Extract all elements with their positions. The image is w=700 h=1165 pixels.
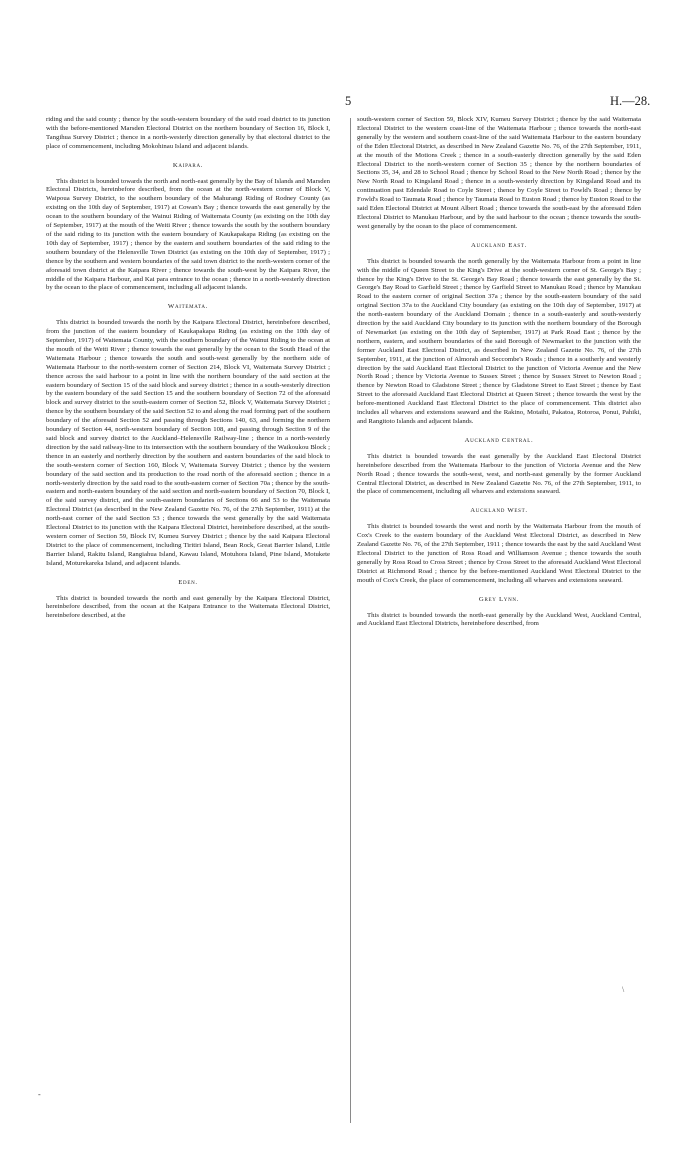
section-end-mark: \ bbox=[622, 985, 625, 994]
district-heading: Auckland Central. bbox=[464, 436, 534, 444]
district-paragraph: south-western corner of Section 59, Block XIV, Kumeu Survey District ; thence by the said Waitemata Electoral District to the western coast-line of the Waitemata Harbour ; thence towards the north-east generally by the western and southern coast-line of the said Waitemata Harbour to the eastern boundary of the Eden Electoral District, as described in New Zealand Gazette No. 76, of the 27th September, 1911, at the mouth of the Motions Creek ; thence in a south-easterly direction generally by the said Eden Electoral District to the north-western corner of Section 35 ; thence by the northern boundaries of Sections 35, 34, and 28 to School Road ; thence by School Road to the New North Road ; thence by the New North Road to Kingsland Road ; thence in a south-westerly direction by Kingsland Road and its continuation past Edendale Road to Coyle Street ; thence by Coyle Street to Fowld's Road ; thence by Fowld's Road to Taumata Road ; thence by Taumata Road to Euston Road ; thence by Euston Road to the said Eden Electoral District at Mount Albert Road ; thence towards the south-east by the aforesaid Eden Electoral District to Manukau Harbour, and by the said harbour to the ocean ; thence towards the south-west generally by the ocean to the place of commencement. bbox=[357, 116, 641, 230]
district-paragraph: This district is bounded towards the west and north by the Waitemata Harbour from the mouth of Cox's Creek to the eastern boundary of the Auckland West Electoral District, as described in New Zealand Gazette No. 76, of the 27th September, 1911 ; thence towards the east by the said Auckland West Electoral District to the junction of Ross Road and Williamson Avenue ; thence towards the south generally by Ross Road to Cross Street ; thence by Cross Street to the aforesaid Auckland West Electoral District at Richmond Road ; thence by the before-mentioned Auckland West Electoral District to the mouth of Cox's Creek, the place of commencement, including all wharves and extensions seaward. bbox=[357, 523, 641, 584]
district-paragraph: This district is bounded towards the north generally by the Waitemata Harbour from a point in line with the middle of Queen Street to the King's Drive at the south-western corner of St. George's Bay ; thence by the King's Drive to the St. George's Bay Road ; thence towards the east generally by the St. George's Bay Road to Garfield Street ; thence by Garfield Street to Manukau Road ; thence by Manukau Road to the eastern corner of original Section 37a ; thence by the south-eastern boundary of the said original Section 37a to the Auckland City boundary (as existing on the 10th day of September, 1917) at the north-eastern boundary of the Auckland Domain ; thence in a south-easterly and south-westerly direction by the said Auckland City boundary to its junction with the northern boundary of the Borough of Newmarket (as existing on the 10th day of September, 1917) at Park Road East ; thence by the northern, eastern, and southern boundaries of the said Borough of Newmarket to the junction with the former Auckland East Electoral District, as described in New Zealand Gazette No. 76, of the 27th September, 1911, at the junction of Almorah and Seccombe's Roads ; thence in a southerly and westerly direction by the said Auckland East Electoral District to the junction of Victoria Avenue and the New North Road ; thence by Victoria Avenue to Sussex Street ; thence by Sussex Street to Newton Road ; thence by Newton Road to Gladstone Street ; thence by Gladstone Street to East Street ; thence by East Street to the aforesaid Auckland East Electoral District at Queen Street ; thence towards the west by the before-mentioned Auckland East Electoral District to the place of commencement. This district also includes all wharves and extensions seaward and the Rakino, Motaihi, Pakatoa, Rotoroa, Ponui, Pahiki, and Rangitoto Islands and adjacent Islands. bbox=[357, 257, 641, 425]
district-heading: Eden. bbox=[178, 578, 198, 586]
district-paragraph: riding and the said county ; thence by the south-western boundary of the said road district to its junction with the before-mentioned Marsden Electoral District on the northern boundary of Section 16, Block I, Tangihua Survey District ; thence in a north-westerly direction generally by that electoral district to the place of commencement, including Mokohinau Island and adjacent islands. bbox=[46, 116, 330, 150]
district-heading: Kaipara. bbox=[172, 161, 204, 169]
district-heading: Waitemata. bbox=[167, 303, 209, 311]
column-divider bbox=[350, 118, 351, 1123]
district-heading: Auckland West. bbox=[470, 507, 528, 515]
left-column bbox=[46, 116, 330, 623]
district-heading: Grey Lynn. bbox=[478, 595, 520, 603]
page-number: 5 bbox=[345, 94, 352, 108]
district-heading: Auckland East. bbox=[470, 241, 527, 249]
district-paragraph: This district is bounded towards the north-east generally by the Auckland West, Auckland Central, and Auckland East Electoral Districts, hereinbefore described, from bbox=[357, 611, 641, 628]
district-paragraph: This district is bounded towards the north and north-east generally by the Bay of Islands and Marsden Electoral Districts, hereinbefore described, from the ocean at the north-western corner of Block V, Waipoua Survey District, to the southern boundary of the Mahurangi Riding of Rodney County (as existing on the 10th day of September, 1917) at Cowan's Bay ; thence towards the east generally by the ocean to the southern boundary of the Wainui Riding of Waitemata County (as existing on the 10th day of September, 1917) at the mouth of the Weiti River ; thence towards the south by the southern boundary of the said riding to its junction with the eastern boundary of Kaukapakapa Riding (as existing on the 10th day of September, 1917) ; thence by the eastern and southern boundaries of the said riding to the southern boundary of the Helensville Town District (as existing on the 10th day of September, 1917) ; thence by the southern and western boundaries of the said town district to the north-western corner of the aforesaid town district at the Kaipara River ; thence towards the south-west by the Kaipara River, the middle of the Kaipara Harbour, and Kai para entrance to the ocean ; thence in a north-westerly direction by the ocean to the place of commencement, including all adjacent islands. bbox=[46, 177, 330, 292]
page-header bbox=[0, 94, 700, 108]
district-paragraph: This district is bounded towards the east generally by the Auckland East Electoral District hereinbefore described from the Waitemata Harbour to the junction of Victoria Avenue and the New North Road ; thence towards the south-west, west, and north-east generally by the former Auckland Central Electoral District, as described in New Zealand Gazette No. 76, of the 27th September, 1911, to the place of commencement, including all wharves and extensions seaward. bbox=[357, 452, 641, 496]
document-reference: H.—28. bbox=[610, 94, 651, 108]
right-column bbox=[357, 116, 641, 631]
district-paragraph: This district is bounded towards the north by the Kaipara Electoral District, hereinbefore described, from the junction of the eastern boundary of Kaukapakapa Riding (as existing on the 10th day of September, 1917) of Waitemata County, with the southern boundary of the Wainui Riding to the ocean at the mouth of the Weiti River ; thence towards the east generally by the ocean to the South Head of the Waitemata Harbour ; thence towards the south and south-west generally by the northern side of Waitemata Harbour to the north-western corner of Section 214, Block VI, Waitemata Survey District ; thence across the said harbour to a point in line with the northern boundary of the said section at the eastern boundary of Section 15 of the said block and survey district ; thence in a south-westerly direction by the eastern boundary of the said Section 15 and the southern boundary of Section 72 of the aforesaid block and survey district to the south-eastern corner of Section 52, Block V, Waitemata Survey District ; thence by the southern boundary of the said Section 52 to and along the road forming part of the southern boundary of the aforesaid Section 52 and passing through Sections 140, 63, and forming the northern boundary of Section 44, north-western boundary of Section 108, and passing through Section 9 of the said block and survey district to the Auckland–Helensville Railway-line ; thence in a north-westerly direction by the said railway-line to its intersection with the southern boundary of the Waikoukou Block ; thence in an easterly and northerly direction by the southern and eastern boundaries of the said block to the south-western corner of Section 160, Block V, Waitemata Survey District ; thence by the western boundary of the said section and its production to the road north of the aforesaid section ; thence in a north-westerly direction by the said road to the south-eastern corner of Section 70a ; thence by the south-eastern and north-eastern boundary of the said section and north-eastern boundary of Section 70, Block I, of the said survey district, and the south-eastern boundaries of Sections 66 and 53 to the Waitemata Electoral District (as described in the New Zealand Gazette No. 76, of the 27th September, 1911) at the north-east corner of the said Section 53 ; thence towards the west generally by the said Waitemata Electoral District to its junction with the Kaipara Electoral District, hereinbefore described, at the south-western corner of Section 59, Block IV, Kumeu Survey District ; thence by the said Kaipara Electoral District to the place of commencement, including Tiritiri Island, Bean Rock, Great Barrier Island, Little Barrier Island, Rakitu Island, Rangiahua Island, Kawau Island, Motuhora Island, Pine Island, Motukete Island, Moturekareka Island, and adjacent islands. bbox=[46, 319, 330, 567]
district-paragraph: This district is bounded towards the north and east generally by the Kaipara Electoral District, hereinbefore described, from the ocean at the Kaipara Entrance to the Waitemata Electoral District, hereinbefore described, at the bbox=[46, 594, 330, 620]
margin-mark: - bbox=[38, 1090, 41, 1099]
